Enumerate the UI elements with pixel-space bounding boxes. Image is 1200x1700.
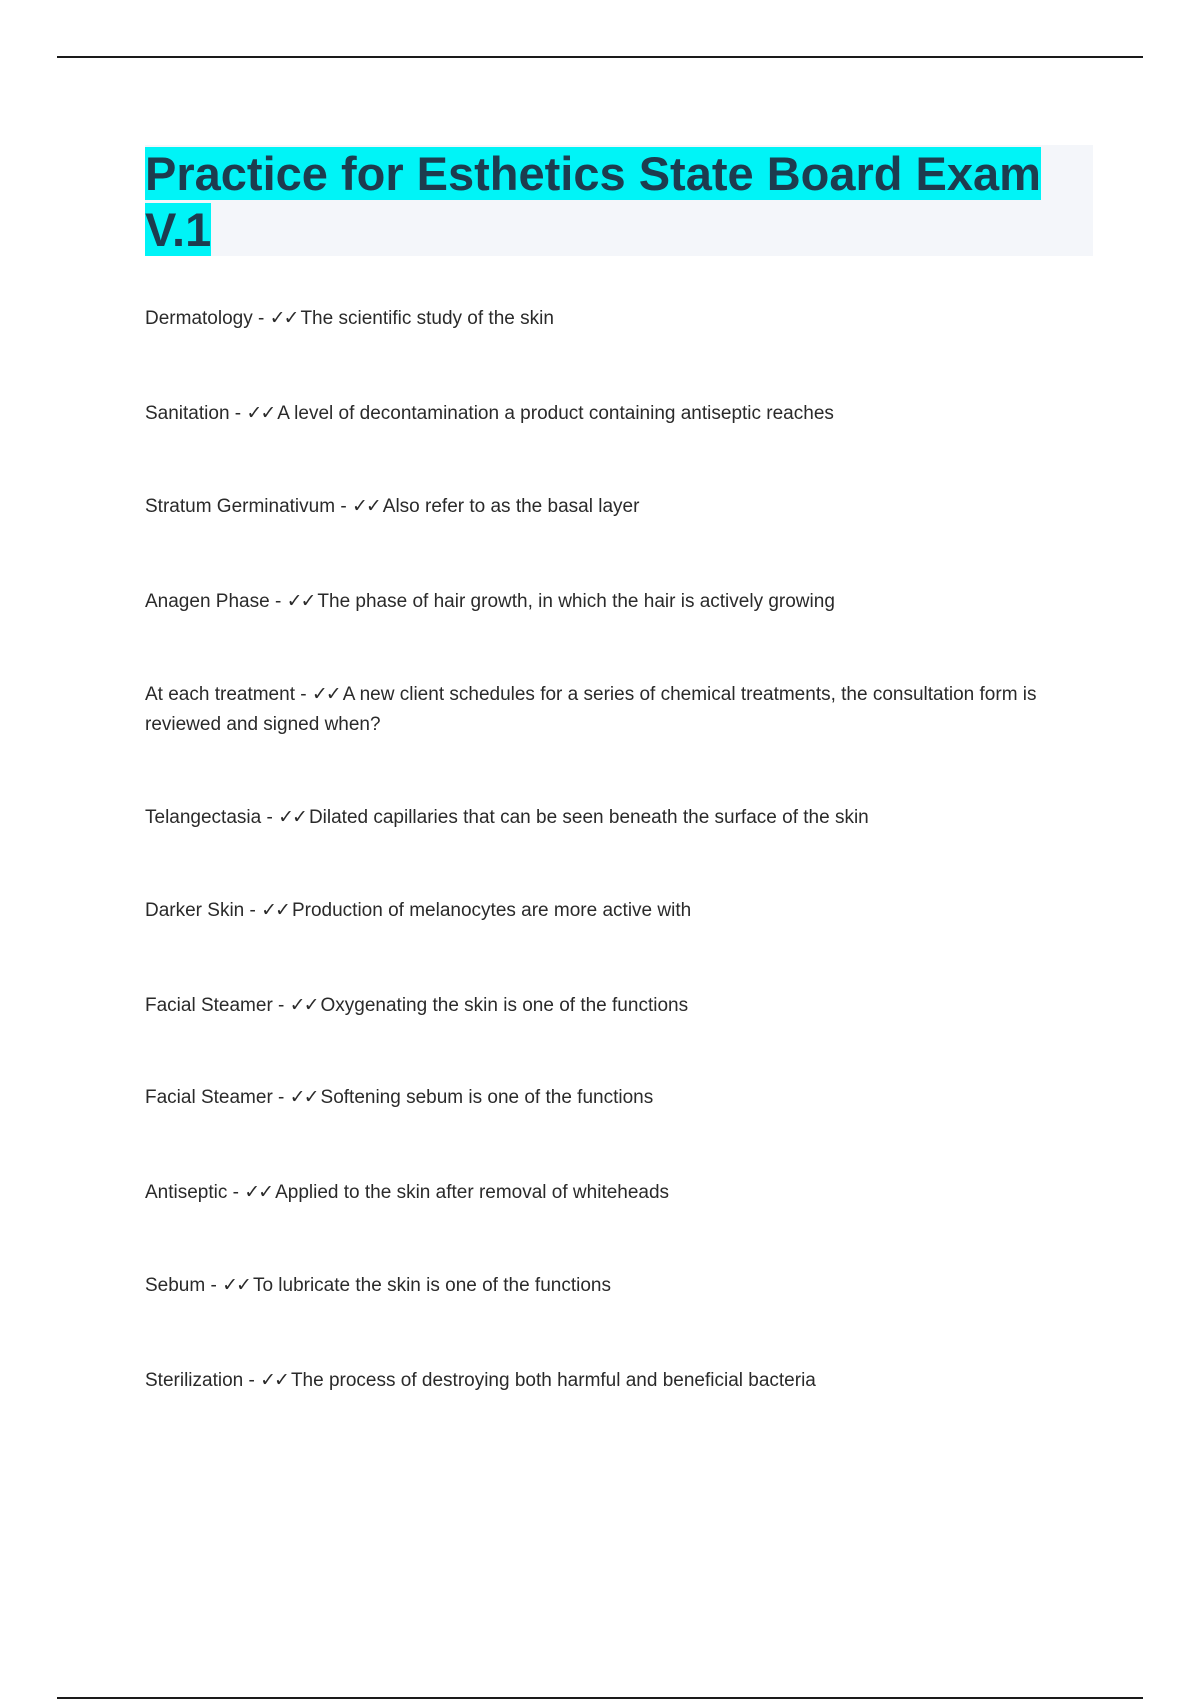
- entry-term: Darker Skin: [145, 900, 245, 921]
- entry-term: Facial Steamer: [145, 995, 273, 1016]
- bottom-rule: [57, 1697, 1143, 1699]
- document-title: [145, 146, 1093, 258]
- entry-definition: A new client schedules for a series of chemical treatments, the consultation form is reviewed and signed when?: [145, 684, 1037, 735]
- entry-definition: The process of destroying both harmful and beneficial bacteria: [290, 1370, 816, 1391]
- list-item: [145, 895, 1095, 926]
- double-check-icon: ✓✓: [246, 402, 275, 424]
- entry-separator: -: [272, 1087, 290, 1108]
- list-item: [145, 802, 1095, 833]
- entry-definition: A level of decontamination a product containing antiseptic reaches: [277, 403, 834, 424]
- entry-separator: -: [272, 995, 290, 1016]
- entry-term: Sanitation: [145, 403, 230, 424]
- double-check-icon: ✓✓: [278, 806, 306, 828]
- list-item: [145, 990, 1095, 1021]
- entry-term: At each treatment: [145, 684, 295, 705]
- double-check-icon: ✓✓: [260, 1369, 288, 1391]
- entry-definition: Applied to the skin after removal of whiteheads: [275, 1182, 670, 1203]
- entry-definition: The phase of hair growth, in which the hair is actively growing: [317, 591, 835, 612]
- double-check-icon: ✓✓: [289, 1086, 318, 1108]
- entry-term: Facial Steamer: [145, 1087, 273, 1108]
- entry-definition: Softening sebum is one of the functions: [320, 1087, 654, 1108]
- entry-term: Stratum Germinativum: [145, 496, 336, 517]
- entry-term: Sebum: [145, 1275, 206, 1296]
- entry-separator: -: [205, 1275, 223, 1296]
- double-check-icon: ✓✓: [351, 495, 380, 517]
- entry-separator: -: [335, 496, 352, 517]
- entry-term: Sterilization: [145, 1370, 244, 1391]
- entry-term: Dermatology: [145, 308, 253, 329]
- list-item: [145, 679, 1095, 740]
- entry-separator: -: [269, 591, 287, 612]
- double-check-icon: ✓✓: [222, 1274, 250, 1296]
- entry-separator: -: [229, 403, 247, 424]
- double-check-icon: ✓✓: [261, 899, 289, 921]
- double-check-icon: ✓✓: [269, 307, 298, 329]
- entry-term: Anagen Phase: [145, 591, 270, 612]
- entry-separator: -: [294, 684, 312, 705]
- list-item: [145, 586, 1095, 617]
- entry-definition: Production of melanocytes are more active with: [291, 900, 692, 921]
- entry-separator: -: [261, 807, 279, 828]
- double-check-icon: ✓✓: [311, 683, 340, 705]
- entry-definition: The scientific study of the skin: [300, 308, 554, 329]
- list-item: [145, 1177, 1095, 1208]
- entry-definition: Dilated capillaries that can be seen beneath the surface of the skin: [308, 807, 869, 828]
- double-check-icon: ✓✓: [286, 590, 315, 612]
- list-item: [145, 1082, 1095, 1113]
- list-item: [145, 1270, 1095, 1301]
- entry-separator: -: [252, 308, 270, 329]
- entry-term: Antiseptic: [145, 1182, 228, 1203]
- entry-definition: To lubricate the skin is one of the functions: [252, 1275, 611, 1296]
- list-item: [145, 303, 1095, 334]
- list-item: [145, 1365, 1095, 1396]
- list-item: [145, 491, 1095, 522]
- double-check-icon: ✓✓: [244, 1181, 273, 1203]
- list-item: [145, 398, 1095, 429]
- entry-separator: -: [243, 1370, 261, 1391]
- double-check-icon: ✓✓: [289, 994, 318, 1016]
- top-rule: [57, 56, 1143, 58]
- title-highlight: Practice for Esthetics State Board Exam V.1: [145, 147, 1041, 256]
- entry-separator: -: [227, 1182, 245, 1203]
- entry-separator: -: [244, 900, 262, 921]
- entry-term: Telangectasia: [145, 807, 262, 828]
- entry-definition: Oxygenating the skin is one of the functions: [320, 995, 689, 1016]
- entry-definition: Also refer to as the basal layer: [382, 496, 640, 517]
